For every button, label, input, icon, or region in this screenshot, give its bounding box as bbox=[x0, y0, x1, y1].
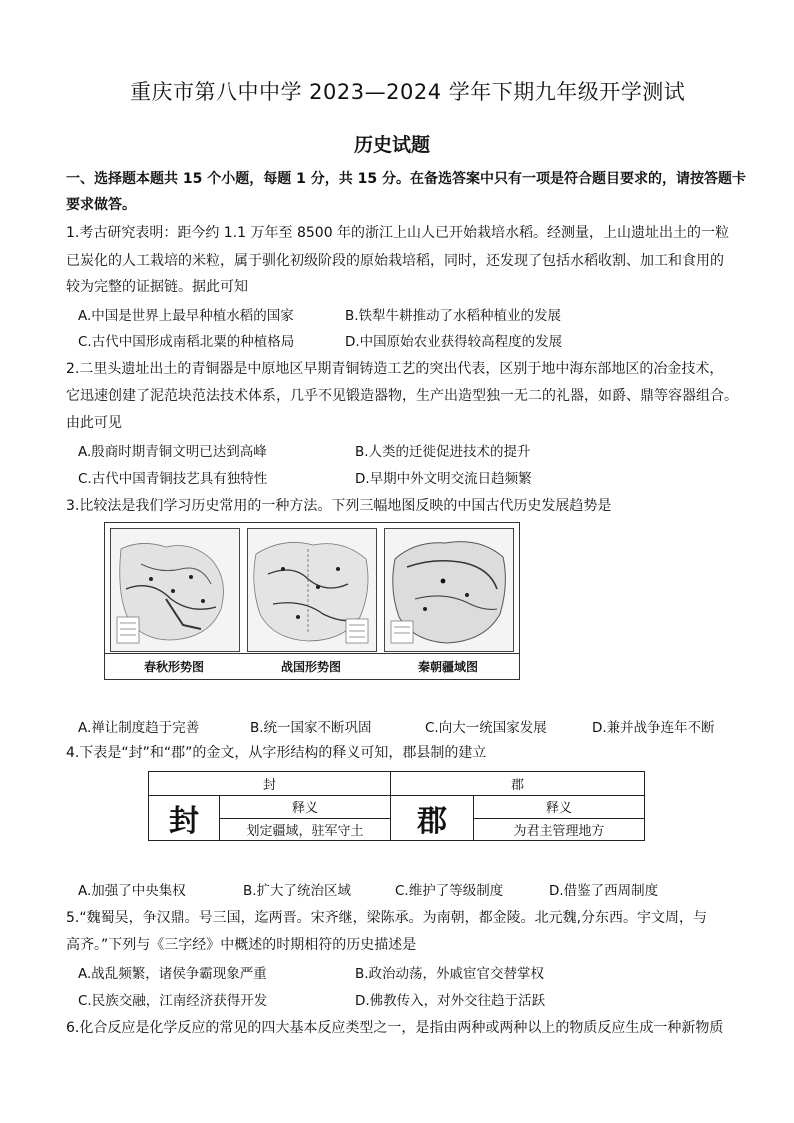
section-instructions-line-2: 要求做答。 bbox=[66, 197, 136, 213]
q5-stem-line-1: 5.“魏蜀吴，争汉鼎。号三国，迄两晋。宋齐继，梁陈承。为南朝，都金陵。北元魏,分东西。宇文周，与 bbox=[66, 910, 708, 926]
map-caption-1: 春秋形势图 bbox=[143, 660, 204, 674]
q5-option-c: C.民族交融，江南经济获得开发 bbox=[78, 993, 268, 1009]
map-qin-territory bbox=[384, 528, 514, 652]
map-qin-territory-drawing bbox=[385, 529, 513, 651]
q1-option-a: A.中国是世界上最早种植水稻的国家 bbox=[78, 308, 294, 324]
q3-option-b: B.统一国家不断巩固 bbox=[250, 720, 372, 736]
q4-option-d: D.借鉴了西周制度 bbox=[549, 883, 659, 899]
q3-map-figure bbox=[104, 522, 520, 680]
q5-stem-line-2: 高齐。”下列与《三字经》中概述的时期相符的历史描述是 bbox=[66, 937, 417, 953]
glyph-jun-cell bbox=[391, 796, 474, 841]
q2-stem-line-3: 由此可见 bbox=[66, 415, 122, 431]
q2-stem-line-2: 它迅速创建了泥范块范法技术体系，几乎不见锻造器物，生产出造型独一无二的礼器，如爵、鼎等容器组合。 bbox=[66, 388, 738, 404]
page-title: 重庆市第八中中学 2023—2024 学年下期九年级开学测试 bbox=[130, 80, 686, 104]
map-warring-states bbox=[247, 528, 377, 652]
section-instructions-line-1: 一、选择题本题共 15 个小题，每题 1 分，共 15 分。在备选答案中只有一项是符合题目要求的，请按答题卡 bbox=[66, 171, 746, 187]
q4-option-a: A.加强了中央集权 bbox=[78, 883, 186, 899]
label-cell-1: 释义 bbox=[220, 796, 391, 819]
map-spring-autumn-drawing bbox=[111, 529, 239, 651]
q5-option-a: A.战乱频繁，诸侯争霸现象严重 bbox=[78, 966, 267, 982]
q2-option-c: C.古代中国青铜技艺具有独特性 bbox=[78, 471, 268, 487]
q4-option-c: C.维护了等级制度 bbox=[395, 883, 504, 899]
table-head-jun: 郡 bbox=[391, 772, 645, 796]
q3-option-a: A.禅让制度趋于完善 bbox=[78, 720, 200, 736]
q6-stem-line-1: 6.化合反应是化学反应的常见的四大基本反应类型之一，是指由两种或两种以上的物质反应生成一种新物质 bbox=[66, 1020, 724, 1036]
page-subtitle: 历史试题 bbox=[354, 134, 431, 156]
q3-option-c: C.向大一统国家发展 bbox=[425, 720, 547, 736]
map-caption-3: 秦朝疆域图 bbox=[417, 660, 478, 674]
q4-stem-line-1: 4.下表是“封”和“郡”的金文，从字形结构的释义可知，郡县制的建立 bbox=[66, 745, 487, 761]
meaning-jun: 为君主管理地方 bbox=[474, 818, 645, 841]
bronze-glyph-feng: 封 bbox=[169, 804, 199, 839]
map-caption-divider bbox=[105, 653, 519, 654]
q1-stem-line-3: 较为完整的证据链。据此可知 bbox=[66, 279, 248, 295]
meaning-feng: 划定疆域，驻军守土 bbox=[220, 818, 391, 841]
table-head-feng: 封 bbox=[149, 772, 391, 796]
q2-stem-line-1: 2.二里头遗址出土的青铜器是中原地区早期青铜铸造工艺的突出代表，区别于地中海东部地区的冶金技术， bbox=[66, 361, 724, 377]
q2-option-b: B.人类的迁徙促进技术的提升 bbox=[355, 444, 531, 460]
q1-stem-line-1: 1.考古研究表明：距今约 1.1 万年至 8500 年的浙江上山人已开始栽培水稻。经测量，上山遗址出土的一粒 bbox=[66, 225, 730, 241]
q5-option-d: D.佛教传入，对外交往趋于活跃 bbox=[355, 993, 546, 1009]
map-caption-2: 战国形势图 bbox=[280, 660, 341, 674]
q1-option-b: B.铁犁牛耕推动了水稻种植业的发展 bbox=[345, 308, 562, 324]
q1-option-d: D.中国原始农业获得较高程度的发展 bbox=[345, 334, 563, 350]
map-spring-autumn bbox=[110, 528, 240, 652]
glyph-feng-cell bbox=[149, 796, 220, 841]
q5-option-b: B.政治动荡，外戚宦官交替掌权 bbox=[355, 966, 545, 982]
q3-stem-line-1: 3.比较法是我们学习历史常用的一种方法。下列三幅地图反映的中国古代历史发展趋势是 bbox=[66, 498, 612, 514]
q1-option-c: C.古代中国形成南稻北粟的种植格局 bbox=[78, 334, 295, 350]
bronze-glyph-jun: 郡 bbox=[417, 804, 447, 839]
q2-option-a: A.殷商时期青铜文明已达到高峰 bbox=[78, 444, 267, 460]
label-cell-2: 释义 bbox=[474, 796, 645, 819]
q2-option-d: D.早期中外文明交流日趋频繁 bbox=[355, 471, 532, 487]
q1-stem-line-2: 已炭化的人工栽培的米粒，属于驯化初级阶段的原始栽培稻，同时，还发现了包括水稻收割、加工和食用的 bbox=[66, 253, 724, 269]
q3-option-d: D.兼并战争连年不断 bbox=[592, 720, 715, 736]
map-warring-states-drawing bbox=[248, 529, 376, 651]
q4-option-b: B.扩大了统治区域 bbox=[243, 883, 352, 899]
q4-characters-table bbox=[148, 771, 645, 841]
